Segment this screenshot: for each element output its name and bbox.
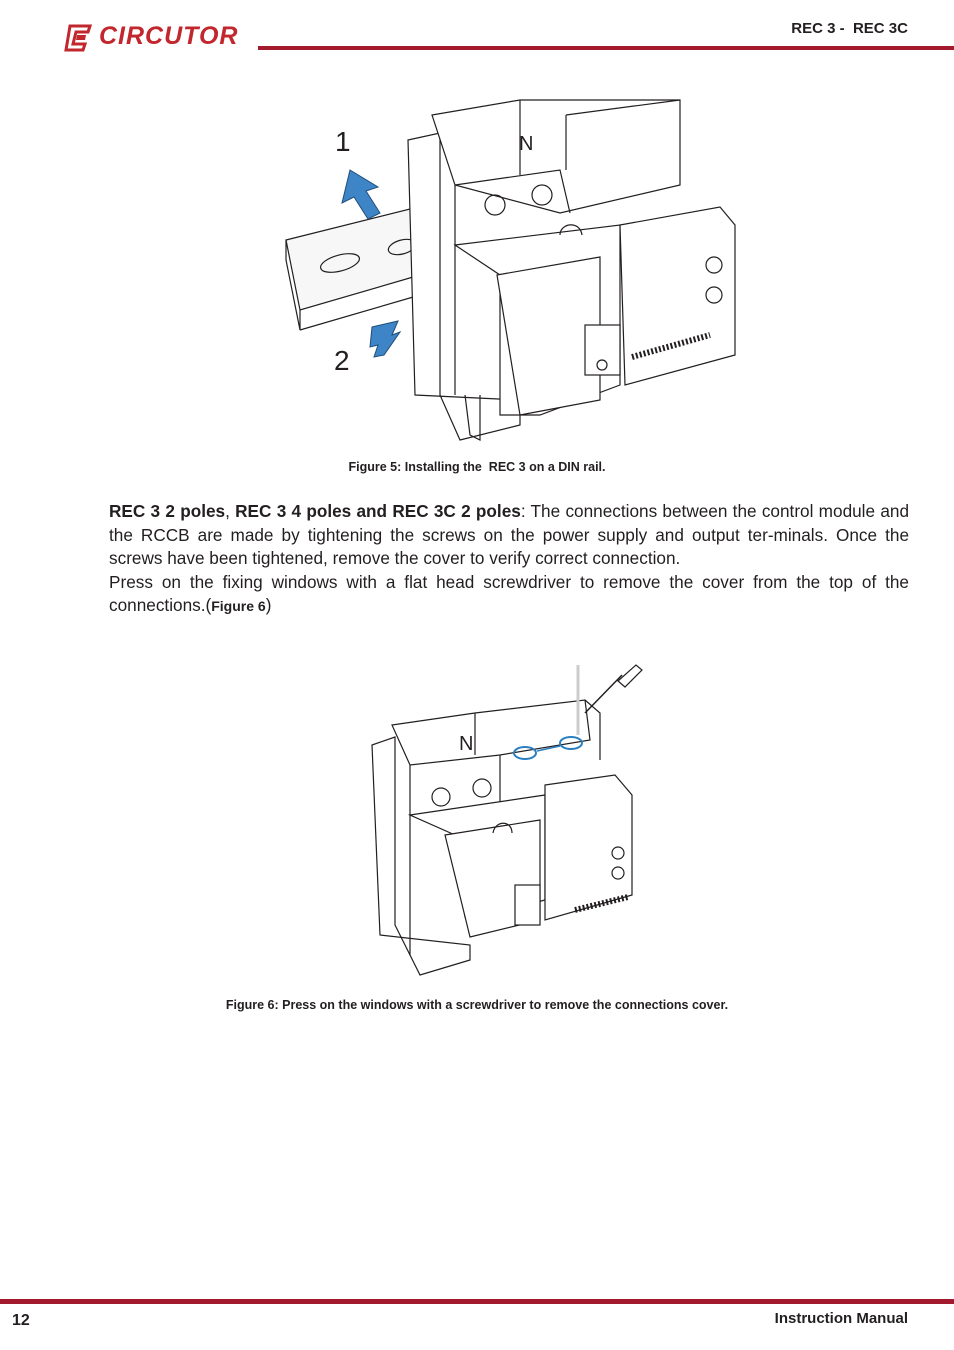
figure-6-caption: Figure 6: Press on the windows with a screwdriver to remove the connections cover. <box>225 998 729 1012</box>
figure-6-reference: Figure 6 <box>211 598 266 614</box>
arrow-1-icon <box>342 170 380 219</box>
figure-5-label-1: 1 <box>335 126 351 157</box>
page-number: 12 <box>12 1312 30 1329</box>
bold-term-2: REC 3 4 poles and REC 3C 2 poles <box>235 501 521 521</box>
figure-6-illustration <box>0 655 954 985</box>
figure-5-illustration <box>0 95 954 445</box>
figure-5-label-n: N <box>519 133 534 155</box>
document-title: REC 3 - REC 3C <box>791 20 908 37</box>
separator: , <box>225 501 236 521</box>
paragraph-close: ) <box>265 595 272 615</box>
figure-6-label-n: N <box>459 733 474 755</box>
footer-label: Instruction Manual <box>774 1310 908 1327</box>
paragraph-text-2: Press on the fixing windows with a flat head screwdriver to remove the cover from the top of the connections.( <box>109 571 909 615</box>
footer-divider <box>0 1299 954 1304</box>
brand-name: CIRCUTOR <box>99 22 239 50</box>
figure-5-label-2: 2 <box>334 345 350 376</box>
figure-5-caption: Figure 5: Installing the REC 3 on a DIN rail. <box>348 460 606 474</box>
body-paragraph <box>109 500 909 619</box>
header-divider <box>258 46 954 50</box>
arrow-2-icon <box>370 321 400 357</box>
bold-term-1: REC 3 2 poles <box>109 501 226 521</box>
paragraph-text-1: : The connections between the control module and the RCCB are made by tightening the screws on the power supply and output ter-minals. Once the screws have been tightened, remove the cover to verify correct connection. <box>109 501 909 568</box>
